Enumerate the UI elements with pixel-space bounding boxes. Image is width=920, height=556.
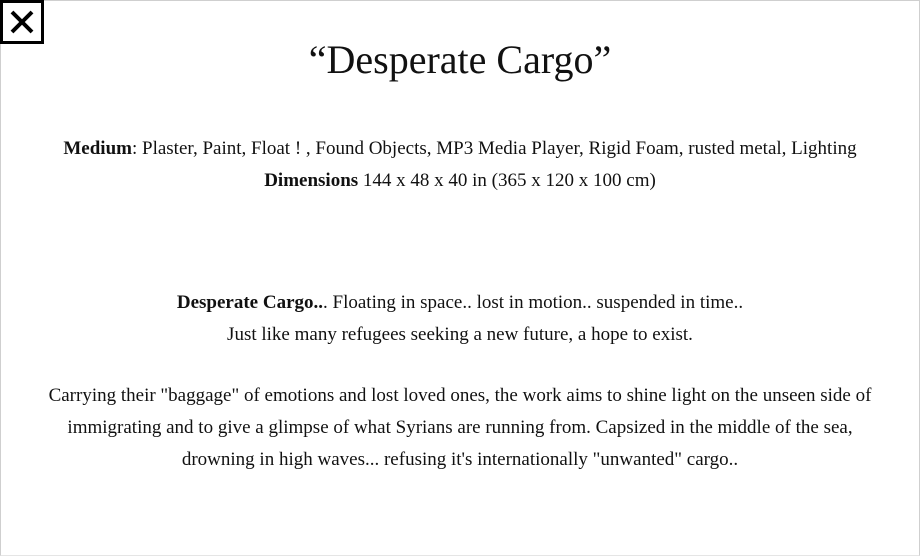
dimensions-label: Dimensions bbox=[264, 170, 359, 191]
medium-text: : Plaster, Paint, Float ! , Found Objects, MP3 Media Player, Rigid Foam, rusted metal, Lighting bbox=[131, 138, 857, 159]
medium-line bbox=[40, 133, 880, 165]
description-paragraph-text: Carrying their "baggage" of emotions and lost loved ones, the work aims to shine light on the unseen side of immigrating and to give a glimpse of what Syrians are running from. Capsized in the middle of the sea, drowning in high waves... refusing it's internationally "unwanted" cargo.. bbox=[48, 385, 872, 470]
description-line-1 bbox=[30, 287, 890, 319]
medium-label: Medium bbox=[63, 138, 132, 159]
artwork-info bbox=[40, 133, 880, 197]
artwork-title: “Desperate Cargo” bbox=[308, 37, 612, 82]
dimensions-text: 144 x 48 x 40 in (365 x 120 x 100 cm) bbox=[358, 170, 656, 191]
description-line-2: Just like many refugees seeking a new future, a hope to exist. bbox=[227, 324, 693, 345]
dimensions-line bbox=[40, 165, 880, 197]
description-lead-text: . Floating in space.. lost in motion.. suspended in time.. bbox=[323, 292, 744, 313]
description-lead-bold: Desperate Cargo.. bbox=[176, 292, 324, 313]
description-paragraph bbox=[30, 380, 890, 476]
description-intro bbox=[30, 287, 890, 351]
